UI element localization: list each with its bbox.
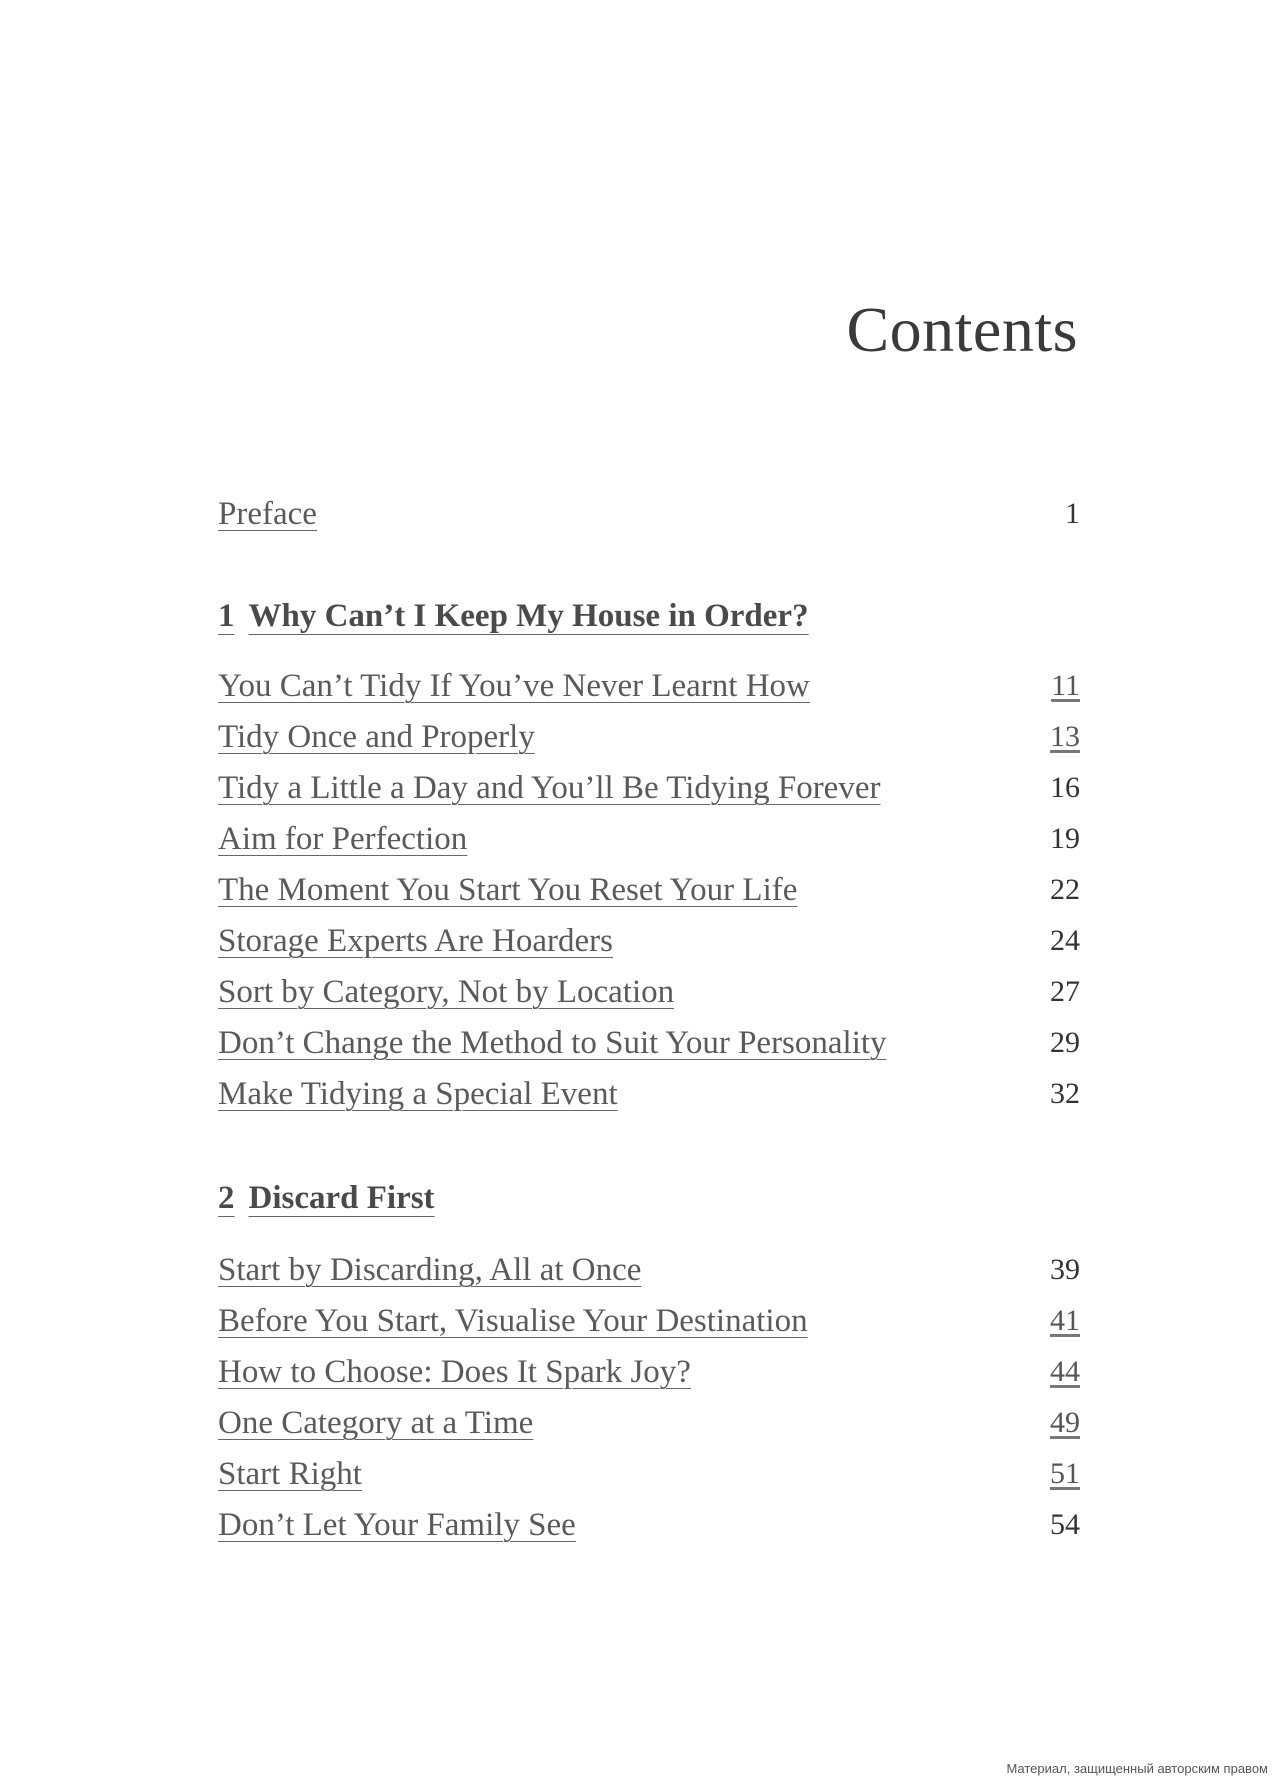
chapter-heading-1[interactable] [218, 592, 809, 640]
toc-entry-label[interactable]: Start Right [218, 1456, 362, 1492]
toc-entry-label[interactable]: You Can’t Tidy If You’ve Never Learnt How [218, 668, 810, 704]
toc-entry-label[interactable]: Start by Discarding, All at Once [218, 1252, 642, 1288]
toc-entry[interactable] [218, 1248, 1080, 1292]
toc-entry-page[interactable]: 44 [1050, 1355, 1080, 1388]
toc-entry[interactable] [218, 664, 1080, 708]
toc-entry[interactable] [218, 970, 1080, 1014]
toc-entry-page: 29 [1050, 1026, 1080, 1059]
toc-entry-label[interactable]: How to Choose: Does It Spark Joy? [218, 1354, 691, 1390]
toc-entry-page: 24 [1050, 924, 1080, 957]
toc-entry-page[interactable]: 13 [1050, 720, 1080, 753]
toc-entry[interactable] [218, 1021, 1080, 1065]
chapter-heading-2[interactable] [218, 1174, 435, 1222]
chapter-number: 1 [218, 598, 235, 634]
toc-entry[interactable] [218, 919, 1080, 963]
toc-entry-page[interactable]: 51 [1050, 1457, 1080, 1490]
copyright-watermark: Материал, защищенный авторским правом [1006, 1761, 1268, 1776]
toc-entry-label[interactable]: Don’t Let Your Family See [218, 1507, 576, 1543]
toc-entry-label[interactable]: Don’t Change the Method to Suit Your Personality [218, 1025, 887, 1061]
toc-entry-page: 1 [1065, 497, 1080, 530]
toc-entry-page: 19 [1050, 822, 1080, 855]
toc-entry-page: 32 [1050, 1077, 1080, 1110]
toc-entry-label[interactable]: Tidy a Little a Day and You’ll Be Tidying Forever [218, 770, 881, 806]
toc-entry[interactable] [218, 1401, 1080, 1445]
toc-entry-label[interactable]: Aim for Perfection [218, 821, 468, 857]
toc-entry[interactable] [218, 868, 1080, 912]
chapter-number: 2 [218, 1180, 235, 1216]
toc-entry[interactable] [218, 766, 1080, 810]
toc-entry-page: 16 [1050, 771, 1080, 804]
toc-entry-label[interactable]: Preface [218, 496, 317, 532]
toc-entry[interactable] [218, 1452, 1080, 1496]
toc-entry-label[interactable]: Storage Experts Are Hoarders [218, 923, 613, 959]
toc-entry[interactable] [218, 1350, 1080, 1394]
toc-entry-label[interactable]: One Category at a Time [218, 1405, 534, 1441]
toc-entry[interactable] [218, 1299, 1080, 1343]
toc-entry-label[interactable]: Tidy Once and Properly [218, 719, 535, 755]
toc-entry-label[interactable]: The Moment You Start You Reset Your Life [218, 872, 798, 908]
toc-entry[interactable] [218, 715, 1080, 759]
toc-entry[interactable] [218, 1503, 1080, 1547]
toc-entry-page[interactable]: 11 [1051, 669, 1080, 702]
page-title: Contents [846, 294, 1078, 365]
toc-entry-page: 54 [1050, 1508, 1080, 1541]
chapter-title: Discard First [248, 1180, 435, 1216]
toc-entry-label[interactable]: Before You Start, Visualise Your Destination [218, 1303, 808, 1339]
chapter-title: Why Can’t I Keep My House in Order? [248, 598, 809, 634]
toc-entry-label[interactable]: Make Tidying a Special Event [218, 1076, 618, 1112]
toc-entry[interactable] [218, 1072, 1080, 1116]
toc-entry-page[interactable]: 49 [1050, 1406, 1080, 1439]
toc-entry-page: 39 [1050, 1253, 1080, 1286]
toc-entry-label[interactable]: Sort by Category, Not by Location [218, 974, 675, 1010]
toc-entry-page: 27 [1050, 975, 1080, 1008]
toc-entry-page: 22 [1050, 873, 1080, 906]
toc-entry-preface[interactable] [218, 492, 1080, 536]
toc-entry-page[interactable]: 41 [1050, 1304, 1080, 1337]
toc-entry[interactable] [218, 817, 1080, 861]
